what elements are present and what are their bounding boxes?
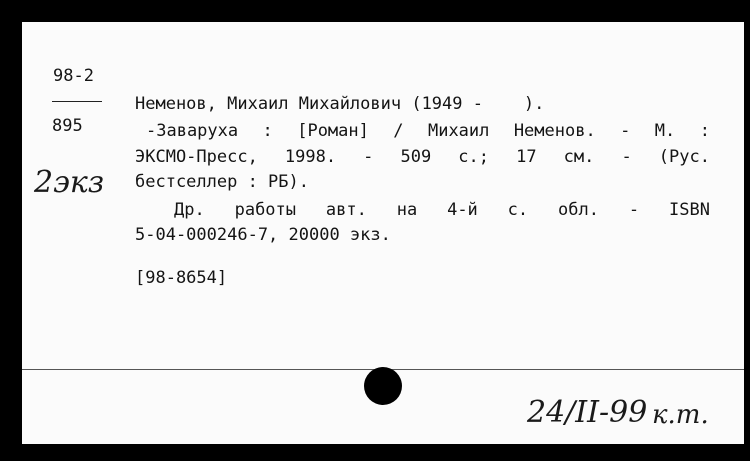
record-word: / bbox=[393, 121, 404, 141]
copies-handwritten-note: 2экз bbox=[34, 165, 105, 200]
record-word: : bbox=[699, 121, 710, 141]
record-word: ISBN bbox=[668, 200, 710, 220]
record-word: [Роман] bbox=[297, 121, 369, 141]
record-word: обл. bbox=[558, 200, 599, 220]
record-word: : bbox=[262, 121, 273, 141]
record-word: 1998. bbox=[284, 147, 337, 167]
record-line-2 bbox=[146, 123, 710, 140]
call-number-top: 98-2 bbox=[53, 66, 94, 86]
record-word: с. bbox=[507, 200, 529, 220]
record-word: 4-й bbox=[447, 200, 478, 220]
record-word: (Рус. bbox=[658, 147, 710, 167]
record-word: 17 bbox=[516, 147, 537, 167]
record-word: с.; bbox=[458, 147, 490, 167]
control-number: [98-8654] bbox=[135, 268, 228, 288]
record-word: Неменов. bbox=[513, 121, 596, 141]
catalog-card bbox=[22, 22, 744, 444]
record-line-1: Неменов, Михаил Михайлович (1949 - ). bbox=[135, 94, 545, 114]
record-word: -Заваруха bbox=[146, 121, 239, 141]
record-word: - bbox=[628, 200, 640, 220]
call-number-divider bbox=[52, 101, 102, 102]
record-word: на bbox=[396, 200, 418, 220]
record-word: авт. bbox=[325, 200, 367, 220]
record-word: - bbox=[620, 121, 631, 141]
record-word: - bbox=[621, 147, 632, 167]
record-word: ЭКСМО-Пресс, bbox=[135, 147, 258, 167]
record-line-3 bbox=[135, 149, 710, 166]
record-line-4: бестселлер : РБ). bbox=[135, 172, 309, 192]
initials-handwritten: к.т. bbox=[652, 400, 709, 430]
record-word: см. bbox=[563, 147, 595, 167]
record-word: Михаил bbox=[427, 121, 490, 141]
date-handwritten: 24/II-99 bbox=[527, 395, 648, 430]
record-line-6: 5-04-000246-7, 20000 экз. bbox=[135, 225, 391, 245]
call-number-bottom: 895 bbox=[52, 116, 83, 136]
record-word: 509 bbox=[400, 147, 432, 167]
record-line-5 bbox=[174, 202, 710, 219]
record-word: М. bbox=[654, 121, 676, 141]
record-word: Др. bbox=[174, 200, 205, 220]
record-word: работы bbox=[234, 200, 297, 220]
record-word: - bbox=[363, 147, 374, 167]
card-punch-hole bbox=[364, 367, 402, 405]
